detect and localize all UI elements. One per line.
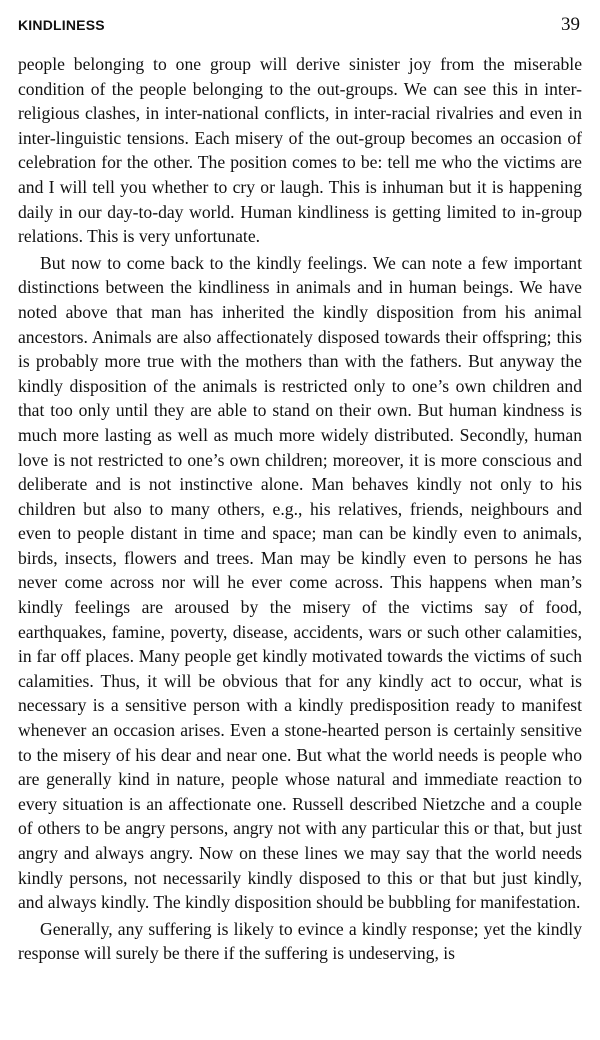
running-head [18,14,582,44]
paragraph-kindly-feelings: But now to come back to the kindly feelings. We can note a few important distinctions between the kindliness in animals and in human beings. We have noted above that man has inherited the kindly disposition from his animal ancestors. Animals are also affectionately disposed towards their offspring; this is probably more true with the mothers than with the fathers. But anyway the kindly disposition of the animals is restricted only to one’s own children and that too only until they are able to stand on their own. But human kindness is much more lasting as well as much more widely distributed. Secondly, human love is not restricted to one’s own children; moreover, it is more conscious and deliberate and is not instinctive alone. Man behaves kindly not only to his children but also to many others, e.g., his relatives, friends, neighbours and even to people distant in time and space; man can be kindly even to animals, birds, insects, flowers and trees. Man may be kindly even to persons he has never come across nor will he ever come across. This happens when man’s kindly feelings are aroused by the misery of the victims say of food, earthquakes, famine, poverty, disease, accidents, wars or such other calamities, in far off places. Many people get kindly motivated towards the victims of such calamities. Thus, it will be obvious that for any kindly act to occur, what is necessary is a sensitive person with a kindly predisposition ready to manifest whenever an occasion arises. Even a stone-hearted person is certainly sensitive to the misery of his dear and near one. But what the world needs is people who are generally kind in nature, people whose natural and immediate reaction to every situation is an affectionate one. Russell described Nietzche and a couple of others to be angry persons, angry not with any particular this or that, but just angry and always angry. Now on these lines we may say that the world needs kindly persons, not necessarily kindly disposed to this or that but just kindly, and always kindly. The kindly disposition should be bubbling for manifestation. [18,252,582,913]
paragraph-continued: people belonging to one group will derive sinister joy from the miserable condition of the people belonging to the out-groups. We can see this in inter-religious clashes, in inter-national conflicts, in inter-racial rivalries and even in inter-linguistic tensions. Each misery of the out-group becomes an occasion of celebration for the other. The position comes to be: tell me who the victims are and I will tell you whether to cry or laugh. This is inhuman but it is happening daily in our day-to-day world. Human kindliness is getting limited to in-group relations. This is very unfortunate. [18,54,582,247]
book-page [18,14,582,1026]
chapter-title: KINDLINESS [18,17,105,33]
page-number: 39 [561,14,580,35]
paragraph-suffering: Generally, any suffering is likely to evince a kindly response; yet the kindly response will surely be there if the suffering is undeserving, is [18,918,582,964]
body-text [18,52,582,966]
